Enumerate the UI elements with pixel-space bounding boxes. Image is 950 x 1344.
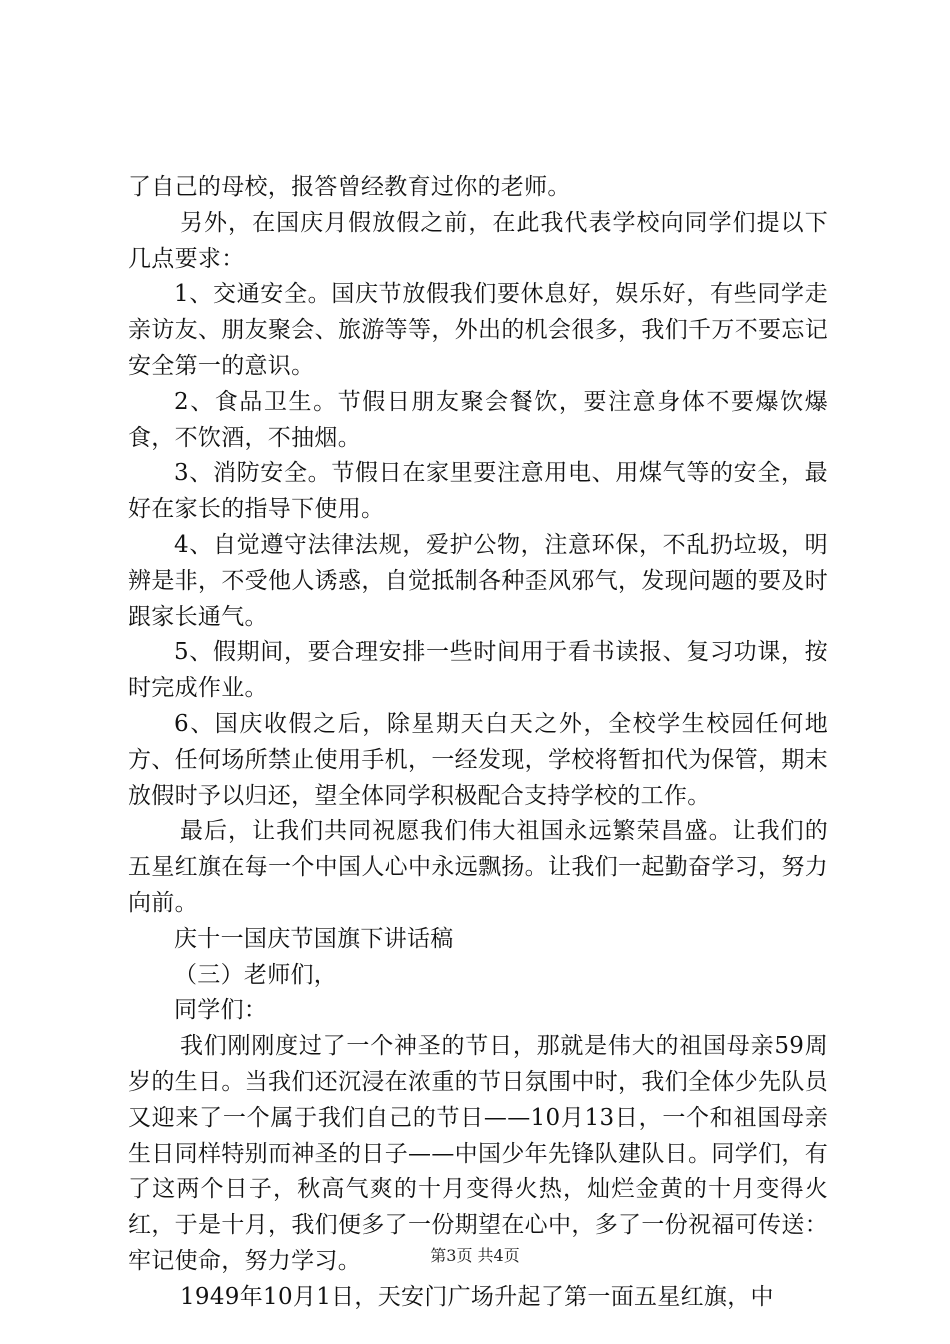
greeting-teachers: （三）老师们， bbox=[174, 961, 338, 988]
paragraph-study-plan: 5、假期间，要合理安排一些时间用于看书读报、复习功课，按时完成作业。 bbox=[128, 639, 828, 702]
paragraph-law-compliance: 4、自觉遵守法律法规，爱护公物，注意环保，不乱扔垃圾，明辨是非，不受他人诱惑，自觉抵制各种歪风邪气，发现问题的要及时跟家长通气。 bbox=[128, 531, 828, 630]
paragraph-phone-rule: 6、国庆收假之后，除星期天白天之外，全校学生校园任何地方、任何场所禁止使用手机，一经发现，学校将暂扣代为保管，期末放假时予以归还，望全体同学积极配合支持学校的工作。 bbox=[128, 710, 828, 809]
paragraph-food-hygiene: 2、食品卫生。节假日朋友聚会餐饮，要注意身体不要爆饮爆食，不饮酒，不抽烟。 bbox=[128, 388, 828, 451]
document-body bbox=[128, 170, 828, 1316]
paragraph-fire-safety: 3、消防安全。节假日在家里要注意用电、用煤气等的安全，最好在家长的指导下使用。 bbox=[128, 460, 828, 523]
section-title: 庆十一国庆节国旗下讲话稿 bbox=[174, 925, 454, 952]
paragraph-requirements-intro: 另外，在国庆月假放假之前，在此我代表学校向同学们提以下几点要求： bbox=[128, 209, 828, 272]
paragraph-founding-1949: 1949年10月1日，天安门广场升起了第一面五星红旗，中 bbox=[180, 1283, 774, 1310]
page-number-footer: 第3页 共4页 bbox=[430, 1246, 520, 1265]
paragraph-closing-wish: 最后，让我们共同祝愿我们伟大祖国永远繁荣昌盛。让我们的五星红旗在每一个中国人心中永远飘扬。让我们一起勤奋学习，努力向前。 bbox=[128, 818, 828, 916]
paragraph-continuation: 了自己的母校，报答曾经教育过你的老师。 bbox=[128, 174, 571, 200]
paragraph-traffic-safety: 1、交通安全。国庆节放假我们要休息好，娱乐好，有些同学走亲访友、朋友聚会、旅游等等，外出的机会很多，我们千万不要忘记安全第一的意识。 bbox=[128, 281, 828, 379]
paragraph-pioneer-day: 我们刚刚度过了一个神圣的节日，那就是伟大的祖国母亲59周岁的生日。当我们还沉浸在浓重的节日氛围中时，我们全体少先队员又迎来了一个属于我们自己的节日——10月13日，一个和祖国母亲生日同样特别而神圣的日子——中国少年先锋队建队日。同学们，有了这两个日子，秋高气爽的十月变得火热，灿烂金黄的十月变得火红，于是十月，我们便多了一份期望在心中，多了一份祝福可传送：牢记使命，努力学习。 bbox=[128, 1033, 828, 1274]
greeting-students: 同学们： bbox=[174, 997, 268, 1024]
